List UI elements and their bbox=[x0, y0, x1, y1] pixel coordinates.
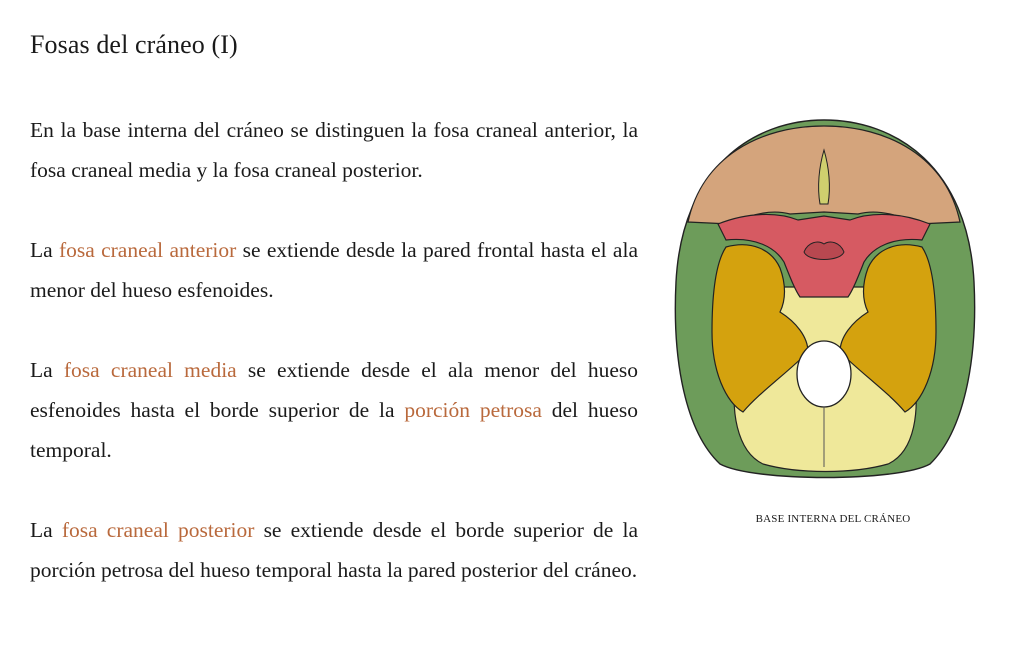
term-petrous-portion: porción petrosa bbox=[404, 398, 542, 422]
skull-base-illustration bbox=[668, 112, 980, 532]
page-title: Fosas del cráneo (I) bbox=[30, 30, 238, 59]
skull-base-drawing bbox=[668, 112, 980, 482]
paragraph-middle-fossa bbox=[30, 350, 638, 470]
text-segment: En la base interna del cráneo se distinguen la fosa craneal anterior, la fosa craneal media y la fosa craneal posterior. bbox=[30, 118, 638, 182]
sella-turcica bbox=[804, 242, 844, 259]
figure-caption: BASE INTERNA DEL CRÁNEO bbox=[755, 513, 911, 525]
text-segment: se extiende desde el borde superior de la porción petrosa del hueso temporal hasta la pared posterior del cráneo. bbox=[30, 518, 638, 582]
foramen-magnum bbox=[797, 341, 851, 407]
paragraph-intro bbox=[30, 110, 638, 190]
text-segment: La bbox=[30, 518, 62, 542]
text-column bbox=[30, 110, 638, 630]
term-anterior-fossa: fosa craneal anterior bbox=[58, 238, 237, 262]
paragraph-posterior-fossa bbox=[30, 510, 638, 590]
term-middle-fossa: fosa craneal media bbox=[63, 358, 237, 382]
text-segment: se extiende desde la pared frontal hasta el ala menor del hueso esfenoides. bbox=[30, 238, 638, 302]
paragraph-anterior-fossa bbox=[30, 230, 638, 310]
text-segment: La bbox=[30, 238, 59, 262]
text-segment: La bbox=[30, 358, 64, 382]
text-segment: se extiende desde el ala menor del hueso esfenoides hasta el borde superior de la bbox=[30, 358, 638, 422]
term-posterior-fossa: fosa craneal posterior bbox=[61, 518, 255, 542]
text-segment: del hueso temporal. bbox=[30, 398, 638, 462]
